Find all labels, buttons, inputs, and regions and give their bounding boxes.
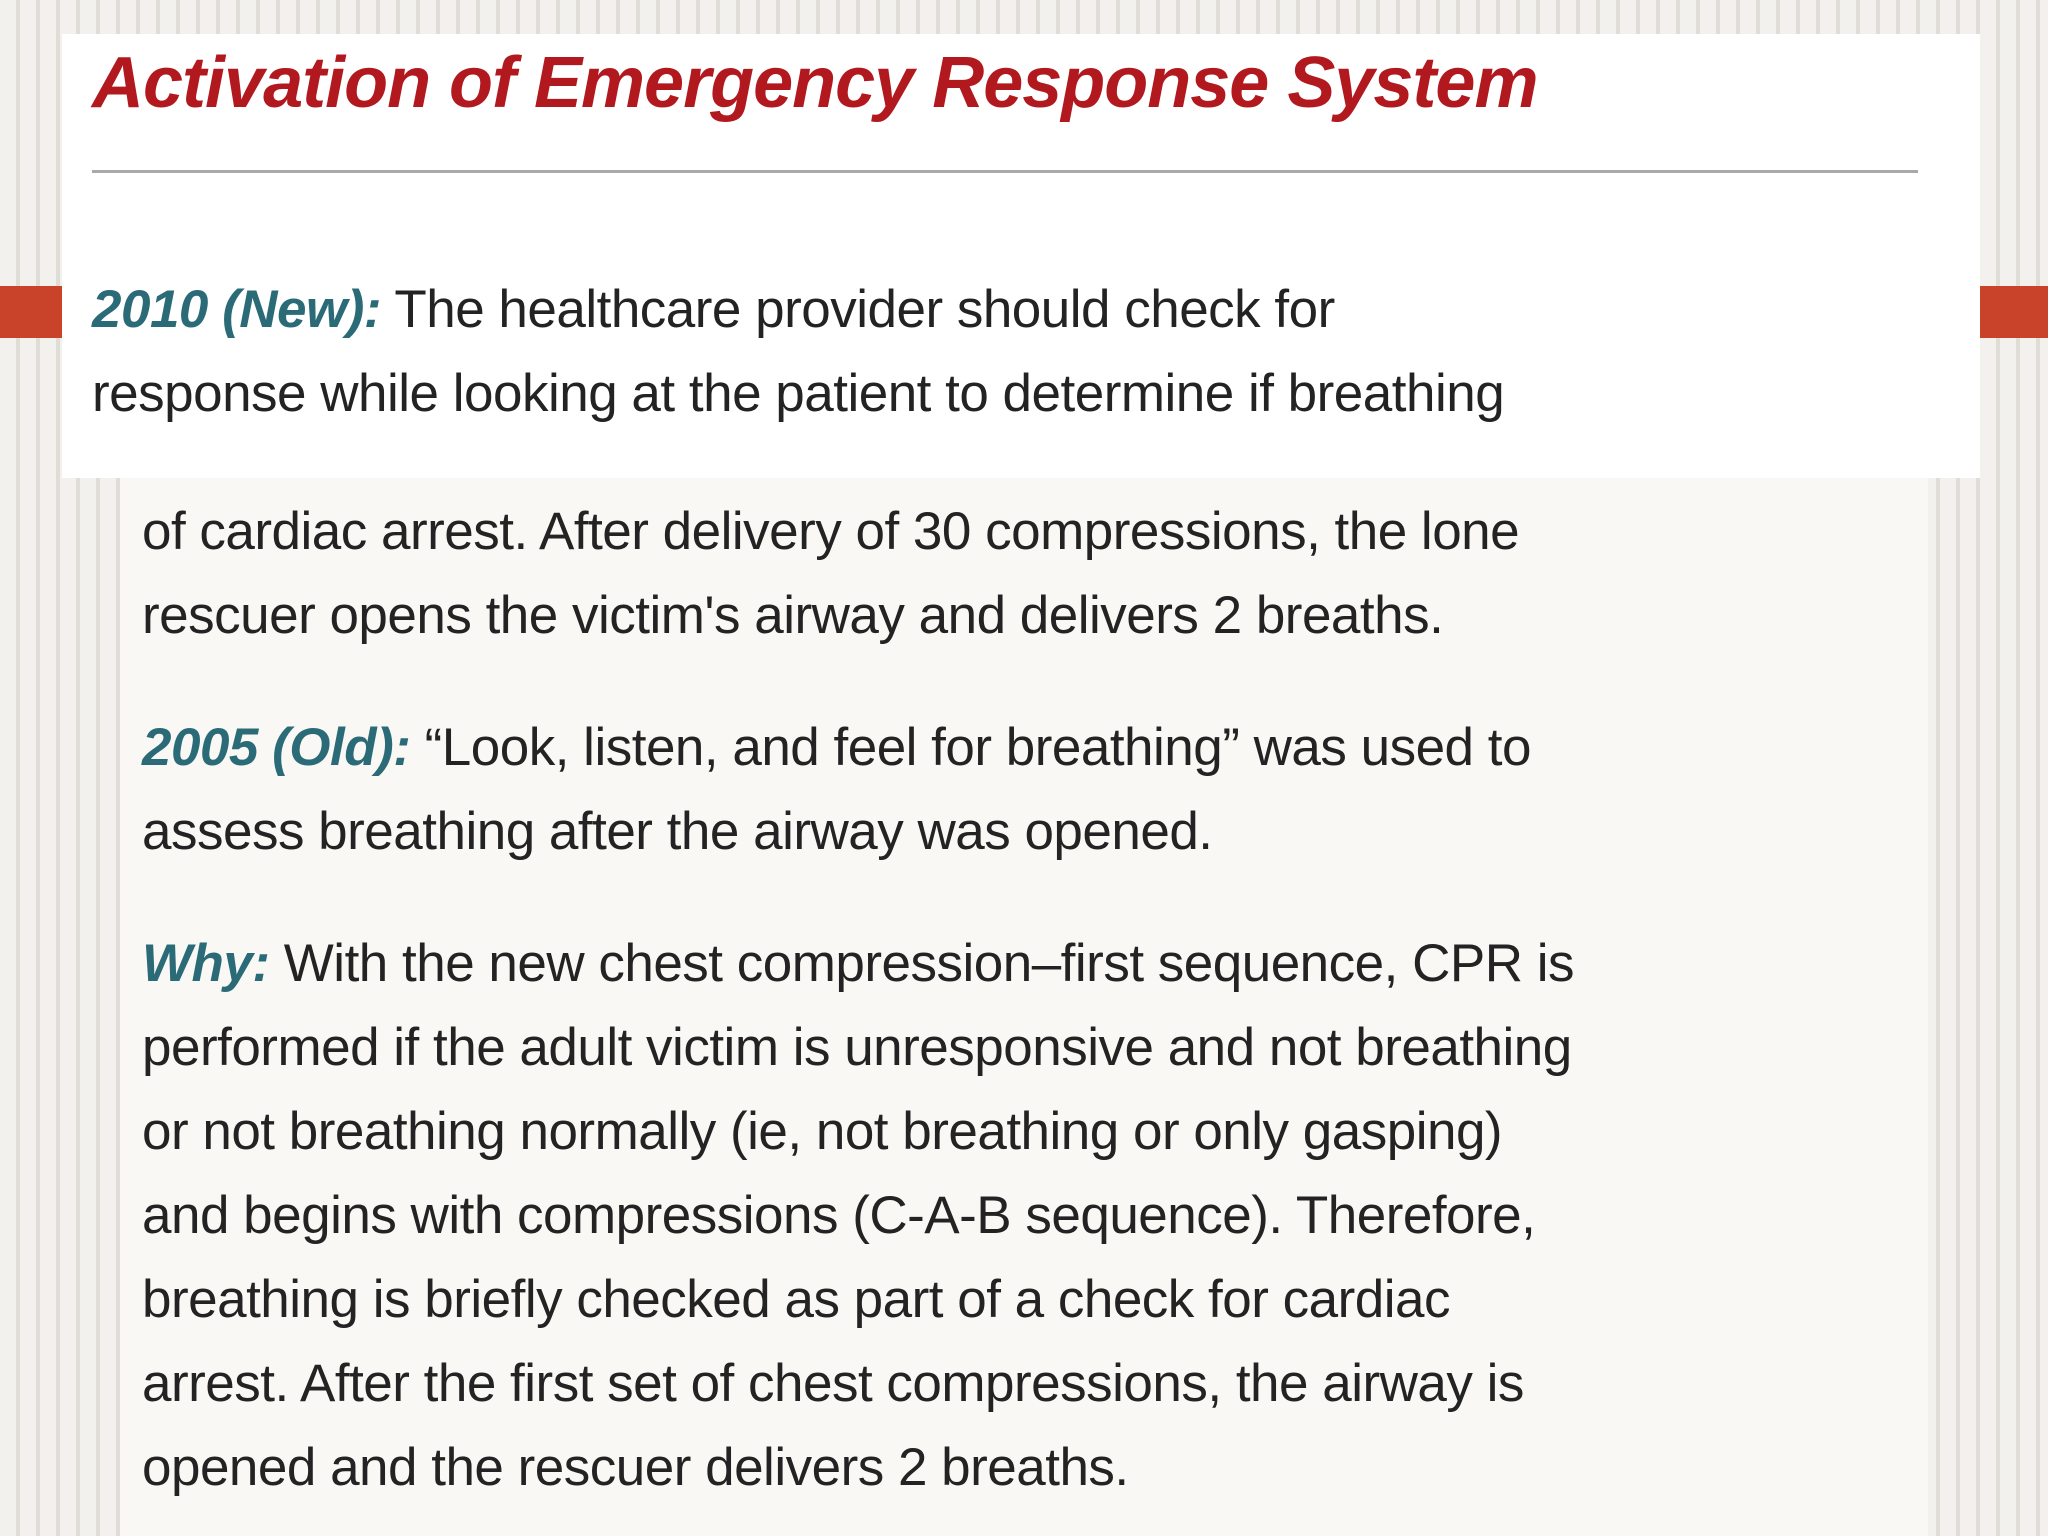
text-line	[142, 922, 1922, 1006]
old-2005-label: 2005 (Old):	[142, 718, 411, 777]
new-2010-text: The healthcare provider should check for	[394, 280, 1335, 339]
text-line: assess breathing after the airway was opened.	[142, 802, 1213, 861]
continued-paragraph	[142, 490, 1922, 658]
why-label: Why:	[142, 934, 270, 993]
why-text: With the new chest compression–first sequence, CPR is	[283, 934, 1574, 993]
accent-bar-left	[0, 286, 64, 338]
text-line: of cardiac arrest. After delivery of 30 compressions, the lone	[142, 502, 1520, 561]
why-paragraph	[142, 922, 1922, 1510]
text-line: response while looking at the patient to determine if breathing	[92, 364, 1505, 423]
new-2010-paragraph	[92, 268, 1938, 436]
new-2010-label: 2010 (New):	[92, 280, 382, 339]
title-divider	[92, 170, 1918, 173]
text-line: arrest. After the first set of chest compressions, the airway is	[142, 1354, 1524, 1413]
text-line	[142, 706, 1922, 790]
old-2005-text: “Look, listen, and feel for breathing” was used to	[424, 718, 1531, 777]
text-line: or not breathing normally (ie, not breathing or only gasping)	[142, 1102, 1503, 1161]
accent-bar-right	[1978, 286, 2048, 338]
text-line: breathing is briefly checked as part of a check for cardiac	[142, 1270, 1450, 1329]
text-line: opened and the rescuer delivers 2 breaths.	[142, 1438, 1129, 1497]
old-2005-paragraph	[142, 706, 1922, 874]
text-line	[92, 268, 1938, 352]
top-panel	[62, 34, 1980, 478]
text-line: performed if the adult victim is unresponsive and not breathing	[142, 1018, 1572, 1077]
excerpt-text	[142, 490, 1922, 1510]
text-line: rescuer opens the victim's airway and delivers 2 breaths.	[142, 586, 1444, 645]
text-line: and begins with compressions (C-A-B sequence). Therefore,	[142, 1186, 1536, 1245]
excerpt-panel	[120, 450, 1928, 1536]
slide-title: Activation of Emergency Response System	[92, 43, 1538, 123]
